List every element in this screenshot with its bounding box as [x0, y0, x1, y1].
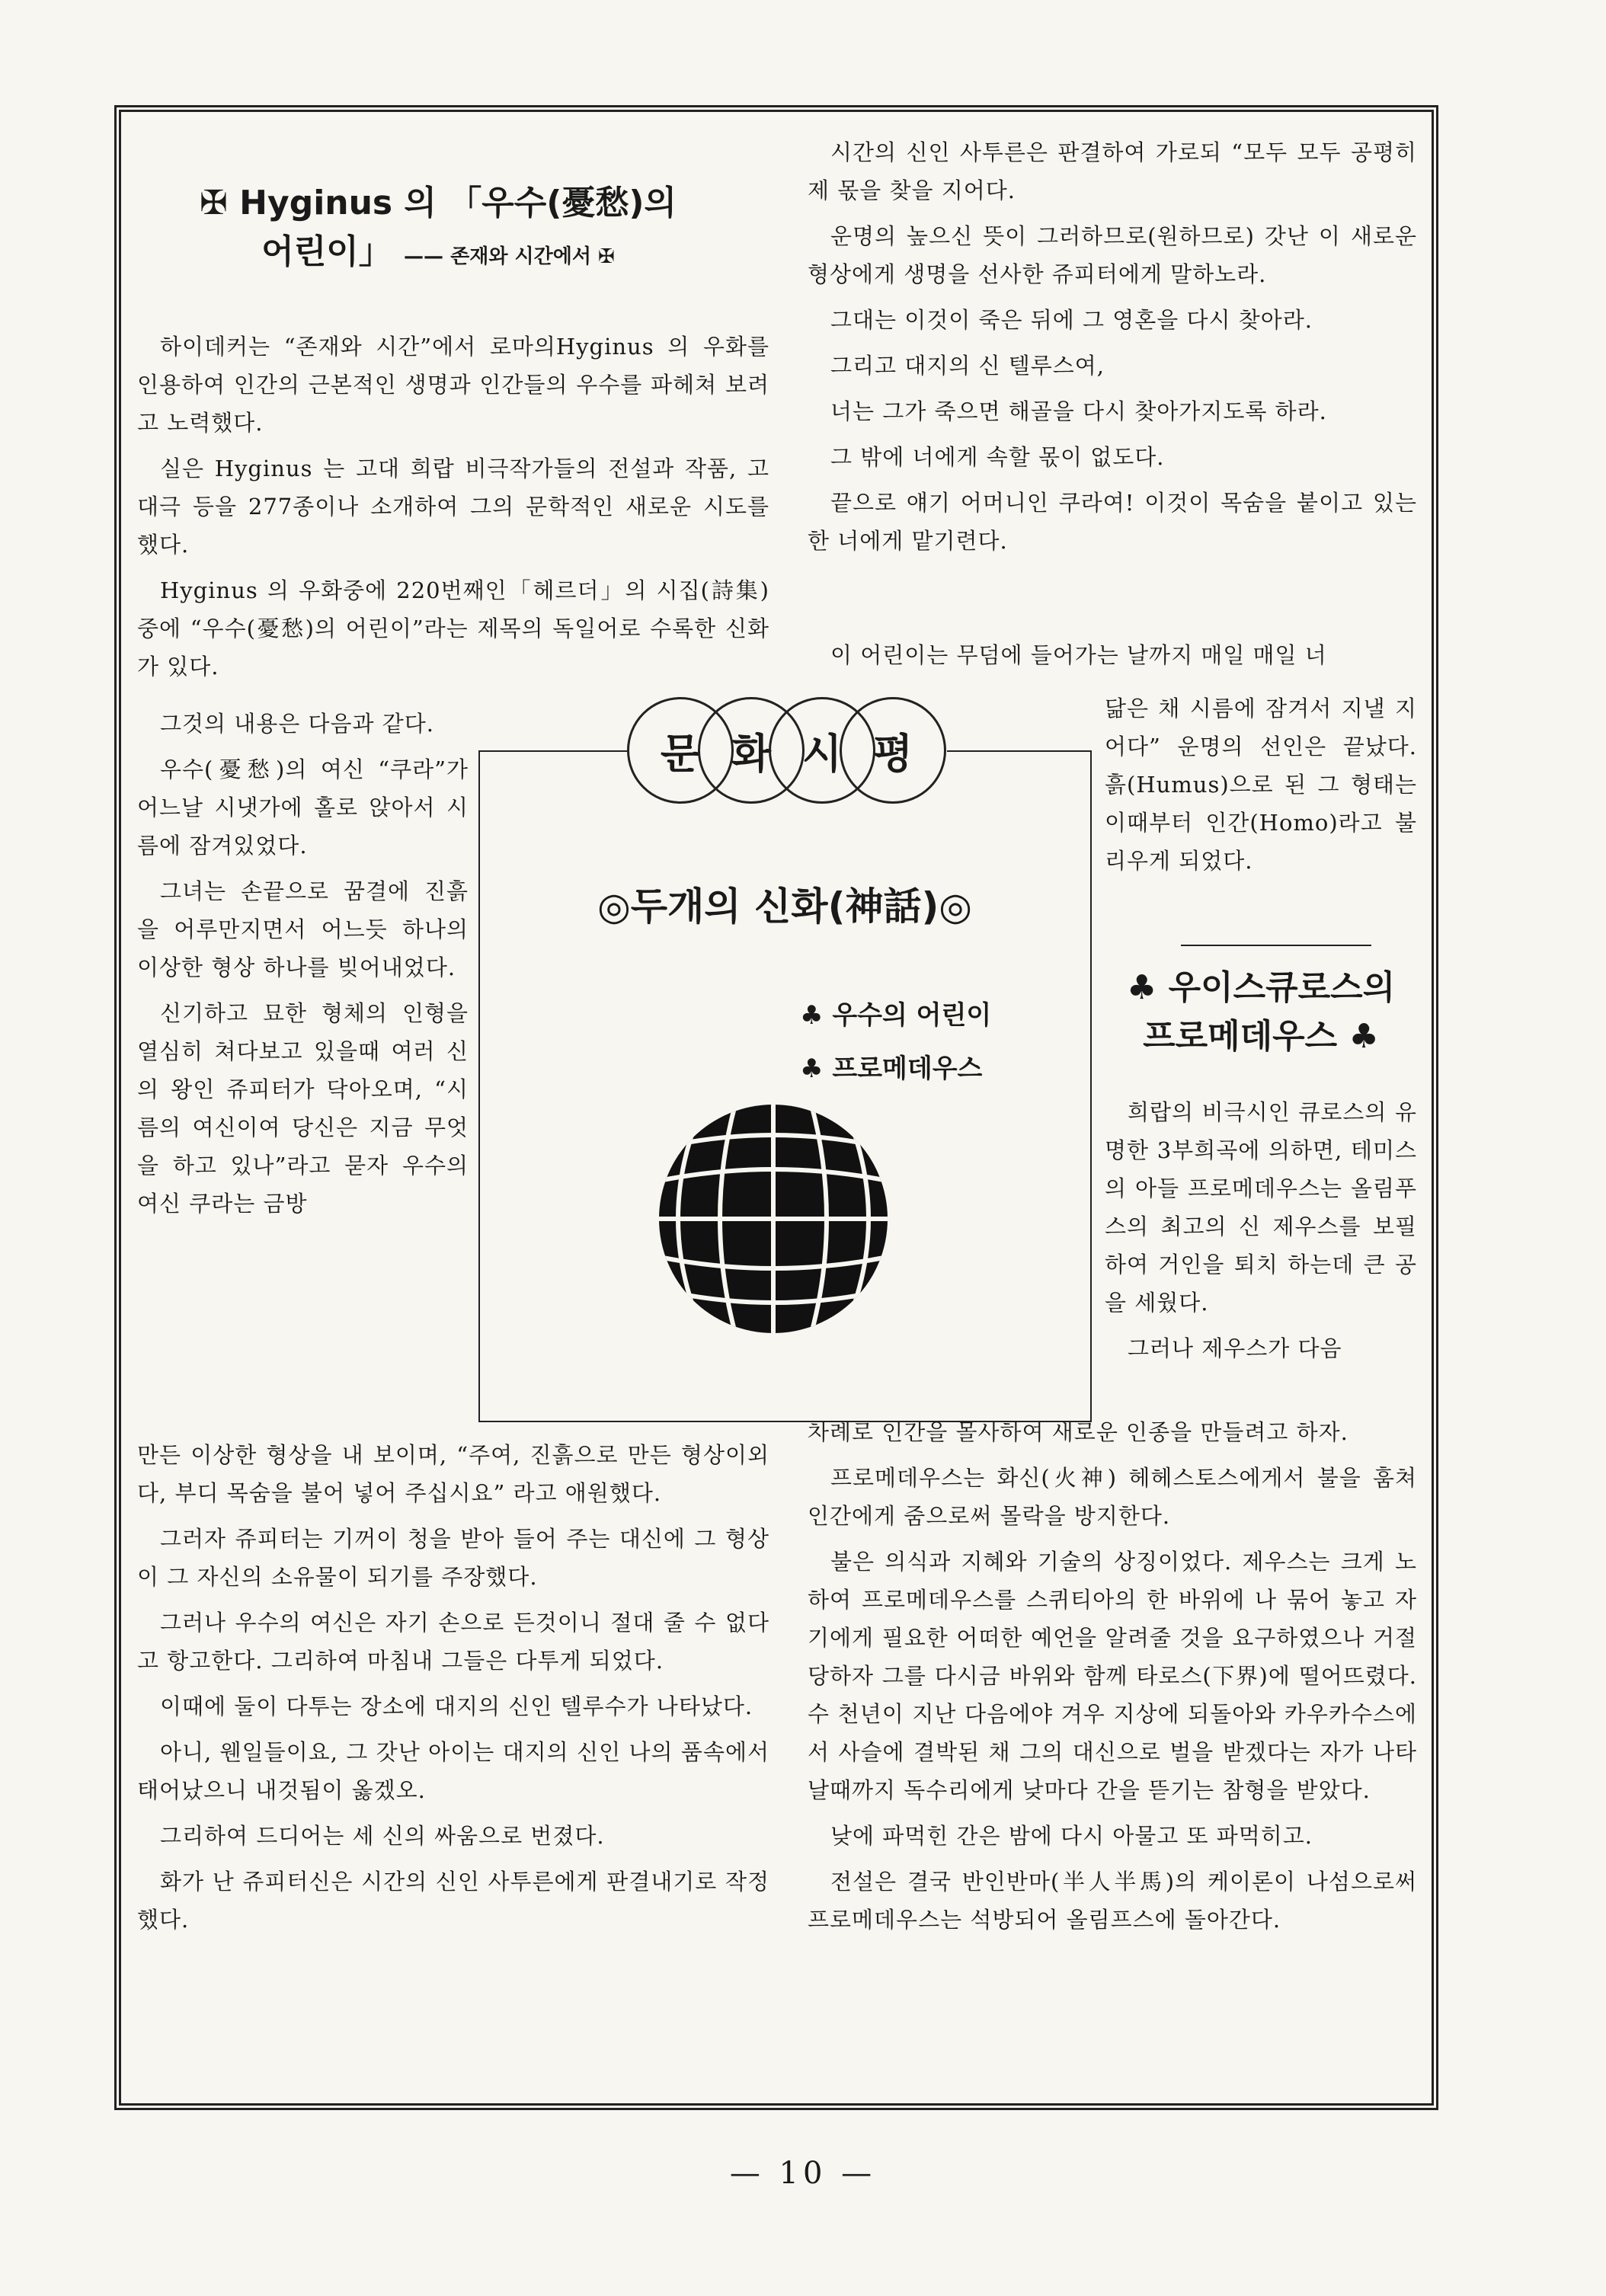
paragraph: 이때에 둘이 다투는 장소에 대지의 신인 텔루수가 나타났다.: [160, 1693, 753, 1719]
paragraph: 실은 Hyginus 는 고대 희랍 비극작가들의 전설과 작품, 고대극 등을 277종이나 소개하여 그의 문학적인 새로운 시도를 했다.: [137, 456, 769, 558]
paragraph: Hyginus 의 우화중에 220번째인「헤르더」의 시집(詩集)중에 “우수(憂愁)의 어린이”라는 제목의 독일어로 수록한 신화가 있다.: [137, 577, 769, 680]
feature-box-item: ♣ 우수의 어린이: [800, 1000, 992, 1031]
left-column-bottom: [137, 1436, 769, 1946]
paragraph: 그러자 쥬피터는 기꺼이 청을 받아 들어 주는 대신에 그 형상이 그 자신의 소유물이 되기를 주장했다.: [137, 1526, 769, 1590]
right-column-narrow: [1105, 689, 1417, 887]
feature-box-item: ♣ 프로메데우스: [800, 1054, 983, 1084]
left-headline-line2: 어린이」: [261, 232, 392, 271]
paragraph: 화가 난 쥬피터신은 시간의 신인 사투른에게 판결내기로 작정했다.: [137, 1869, 769, 1933]
left-headline-line1: ✠ Hyginus 의 「우수(憂愁)의: [200, 184, 677, 222]
feature-box-top-rule-left: [478, 750, 627, 752]
paragraph: 그녀는 손끝으로 꿈결에 진흙을 어루만지면서 어느듯 하나의 이상한 형상 하나를 빚어내었다.: [137, 878, 469, 980]
emblem-oval: 화: [698, 697, 805, 804]
left-headline: [152, 179, 724, 281]
right-column-narrow-2: [1105, 1093, 1417, 1375]
left-column-narrow: [137, 705, 469, 1230]
culture-review-emblem: [627, 697, 947, 804]
paragraph: 너는 그가 죽으면 해골을 다시 찾아가지도록 하라.: [830, 398, 1327, 424]
paragraph: 그것의 내용은 다음과 같다.: [160, 711, 435, 737]
globe-icon: [651, 1097, 895, 1341]
section-divider: [1181, 945, 1371, 946]
paragraph: 희랍의 비극시인 큐로스의 유명한 3부희곡에 의하면, 테미스의 아들 프로메데우스는 올림푸스의 최고의 신 제우스를 보필하여 거인을 퇴치 하는데 큰 공을 세웠다.: [1105, 1099, 1417, 1316]
page-number: — 10 —: [729, 2156, 877, 2191]
right-headline-line2: 프로메데우스 ♣: [1143, 1017, 1379, 1056]
paragraph: 그리고 대지의 신 텔루스여,: [830, 353, 1105, 379]
left-headline-subtitle: —— 존재와 시간에서 ✠: [404, 245, 615, 268]
paragraph: 낮에 파먹힌 간은 밤에 다시 아물고 또 파먹히고.: [830, 1823, 1313, 1849]
paragraph: 그대는 이것이 죽은 뒤에 그 영혼을 다시 찾아라.: [830, 307, 1313, 333]
left-column-top: [137, 328, 769, 693]
paragraph: 운명의 높으신 뜻이 그러하므로(원하므로) 갓난 이 새로운 형상에게 생명을 선사한 쥬피터에게 말하노라.: [808, 223, 1417, 287]
paragraph: 하이데커는 “존재와 시간”에서 로마의Hyginus 의 우화를 인용하여 인간의 근본적인 생명과 인간들의 우수를 파헤쳐 보려고 노력했다.: [137, 334, 769, 436]
right-headline-line1: ♣ 우이스큐로스의: [1126, 968, 1396, 1007]
paragraph: 아니, 웬일들이요, 그 갓난 아이는 대지의 신인 나의 품속에서 태어났으니 내것됨이 옳겠오.: [137, 1739, 769, 1803]
emblem-oval: 문: [627, 697, 734, 804]
emblem-oval: 평: [840, 697, 946, 804]
paragraph: 이 어린이는 무덤에 들어가는 날까지 매일 매일 너: [830, 642, 1327, 668]
paragraph: 시간의 신인 사투른은 판결하여 가로되 “모두 모두 공평히 제 몫을 찾을 지어다.: [808, 139, 1417, 203]
feature-box-title: ◎두개의 신화(神話)◎: [597, 884, 972, 929]
paragraph: 전설은 결국 반인반마(半人半馬)의 케이론이 나섬으로써 프로메데우스는 석방되어 올림프스에 돌아간다.: [808, 1869, 1417, 1933]
paragraph: 프로메데우스는 화신(火神) 헤헤스토스에게서 불을 훔쳐 인간에게 줌으로써 몰락을 방지한다.: [808, 1465, 1417, 1529]
paragraph: 차례로 인간을 몰사하여 새로운 인종을 만들려고 하자.: [808, 1419, 1348, 1445]
emblem-oval: 시: [769, 697, 875, 804]
paragraph: 만든 이상한 형상을 내 보이며, “주여, 진흙으로 만든 형상이외다, 부디 목숨을 불어 넣어 주십시요” 라고 애원했다.: [137, 1442, 769, 1506]
paragraph: 끝으로 얘기 어머니인 쿠라여! 이것이 목숨을 붙이고 있는 한 너에게 맡기련다.: [808, 490, 1417, 554]
right-column-top-last: [808, 636, 1417, 682]
right-column-top: [808, 133, 1417, 568]
right-headline: [1097, 964, 1425, 1061]
right-column-bottom: [808, 1413, 1417, 1946]
paragraph: 그리하여 드디어는 세 신의 싸움으로 번졌다.: [160, 1823, 605, 1849]
paragraph: 신기하고 묘한 형체의 인형을 열심히 쳐다보고 있을때 여러 신의 왕인 쥬피터가 닥아오며, “시름의 여신이여 당신은 지금 무엇을 하고 있나”라고 묻자 우수의 여신 쿠라는 금방: [137, 1000, 469, 1217]
paragraph: 우수(憂愁)의 여신 “쿠라”가 어느날 시냇가에 홀로 앉아서 시름에 잠겨있었다.: [137, 756, 469, 859]
paragraph: 그 밖에 너에게 속할 몫이 없도다.: [830, 444, 1165, 470]
paragraph: 불은 의식과 지혜와 기술의 상징이었다. 제우스는 크게 노하여 프로메데우스를 스퀴티아의 한 바위에 나 묶어 놓고 자기에게 필요한 어떠한 예언을 알려줄 것을 요구하였으나 거절 당하자 그를 다시금 바위와 함께 타로스(下界)에 떨어뜨렸다. 수 천년이 지난 다음에야 겨우 지상에 되돌아와 카우카수스에서 사슬에 결박된 채 그의 대신으로 벌을 받겠다는 자가 나타날때까지 독수리에게 낮마다 간을 뜯기는 참형을 받았다.: [808, 1549, 1417, 1803]
feature-box-top-rule-right: [947, 750, 1092, 752]
paragraph: 닮은 채 시름에 잠겨서 지낼 지어다” 운명의 선인은 끝났다. 흙(Humus)으로 된 그 형태는 이때부터 인간(Homo)라고 불리우게 되었다.: [1105, 696, 1417, 874]
paragraph: 그러나 우수의 여신은 자기 손으로 든것이니 절대 줄 수 없다고 항고한다. 그리하여 마침내 그들은 다투게 되었다.: [137, 1610, 769, 1674]
paragraph: 그러나 제우스가 다음: [1128, 1335, 1342, 1361]
